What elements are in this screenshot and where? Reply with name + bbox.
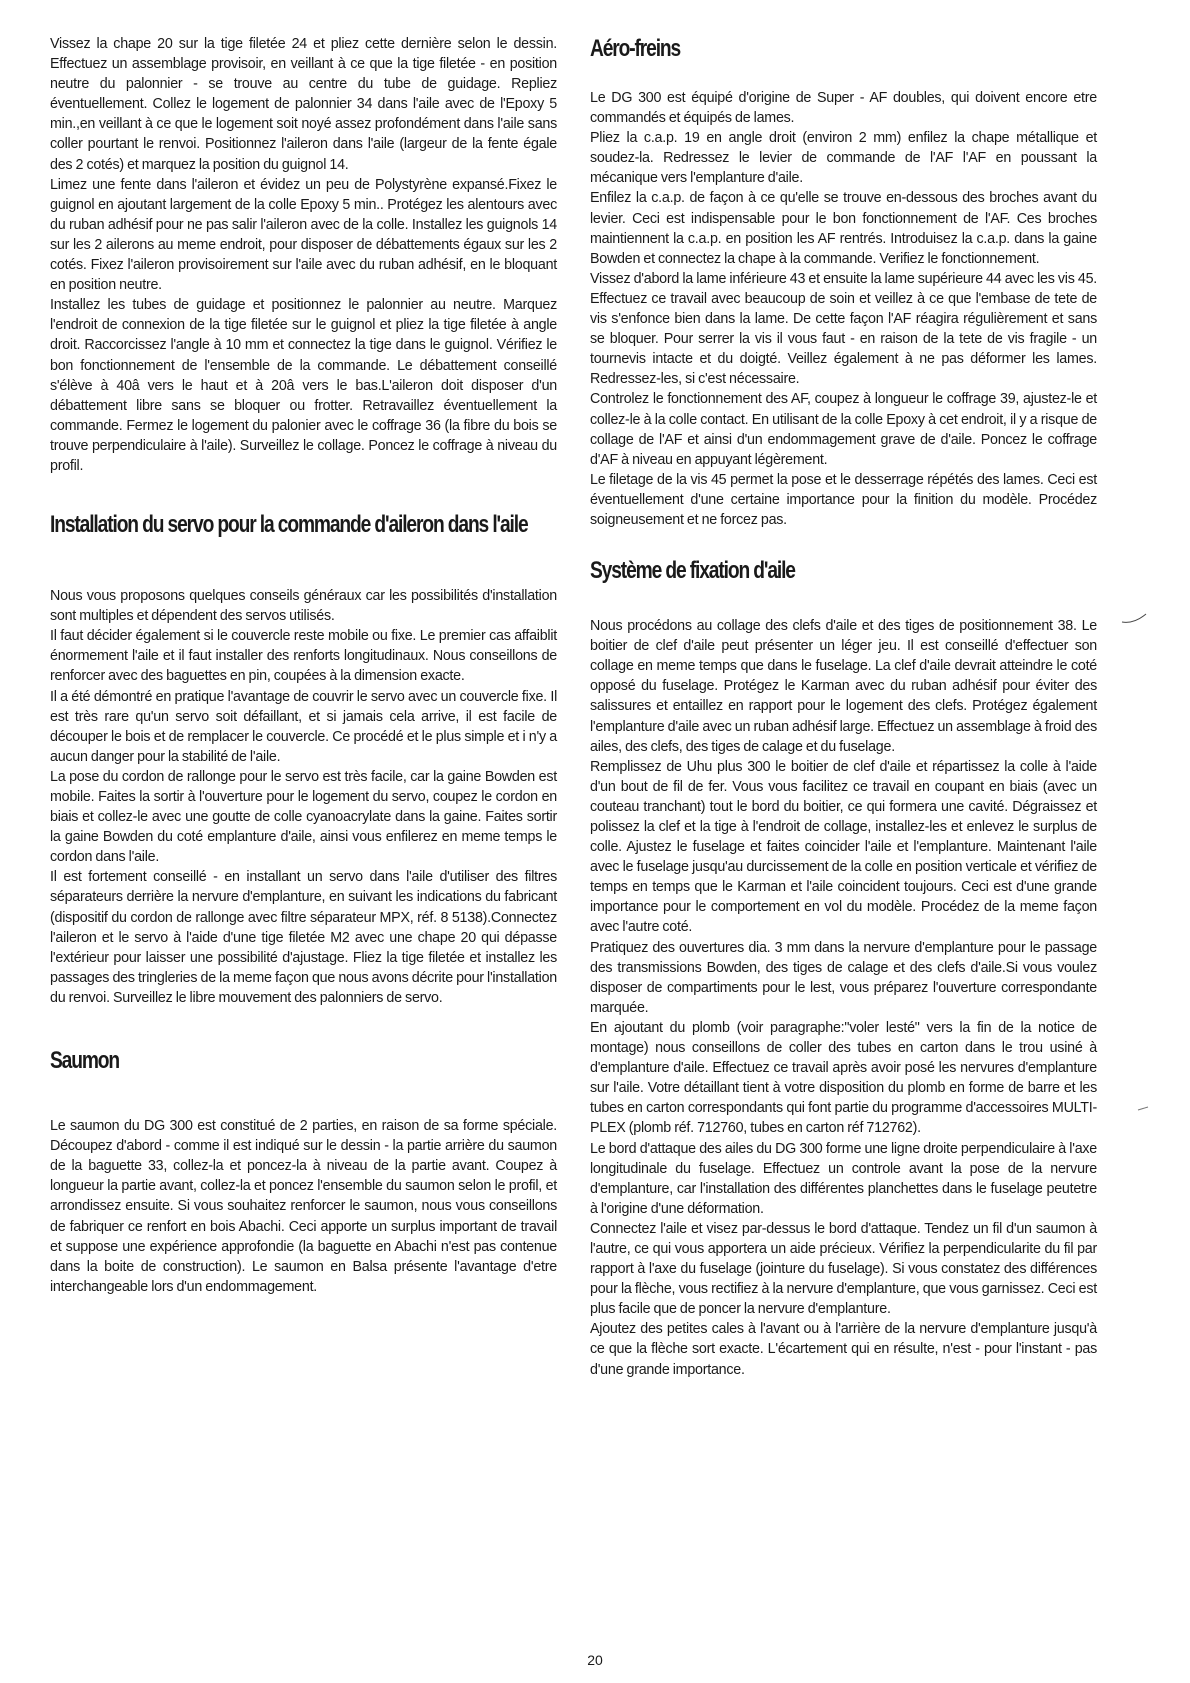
body-paragraph: Installez les tubes de guidage et positionnez le palonnier au neutre. Marquez l'endroit de connexion de la tige filetée sur le guignol et pliez la tige filetée à angle droit. Raccorcissez l'angle à 10 mm et connectez la tige dans le guignol. Vérifiez le bon fonctionnement de l'ensemble de la commande. Le débattement conseillé s'élève à 40â vers le haut et à 20â vers le bas.L'aileron doit disposer d'un débattement libre sans se bloquer ou frotter. Retravaillez éventuellement la commande. Fermez le logement du palonier avec le coffrage 36 (la fibre du bois se trouve perpendiculaire à l'aile). Surveillez le collage. Poncez le coffrage à niveau du profil. [50, 297, 557, 474]
saumon-section [50, 1046, 557, 1297]
section-heading: Aéro-freins [590, 35, 681, 62]
body-paragraph: Remplissez de Uhu plus 300 le boitier de clef d'aile et répartissez la colle à l'aide d'un bout de fil de fer. Vous vous facilitez ce travail en coupant en biais (avec un couteau tranchant) tout le bord du boitier, ce qui formera une cavité. Dégraissez et polissez la clef et la tige à l'endroit de collage, installez-les et enlevez le surplus de colle. Ajustez le fuselage et faites coincider l'aile et l'emplanture. Maintenant l'aile avec le fuselage jusqu'au durcissement de la colle en position verticale et vérifiez de temps en temps que le Karman et l'aile coincident toujours. Ceci est d'une grande importance pour le comportement en vol du modèle. Procédez de la meme façon avec l'autre coté. [590, 758, 1097, 936]
body-paragraph: La pose du cordon de rallonge pour le servo est très facile, car la gaine Bowden est mobile. Faites la sortir à l'ouverture pour le logement du servo, coupez le cordon en biais et collez-le avec une goutte de colle cyanoacrylate dans la gaine. Faites sortir la gaine Bowden du coté emplanture d'aile, ainsi vous enfilerez en meme temps le cordon dans l'aile. [50, 768, 557, 866]
body-paragraph: Ajoutez des petites cales à l'avant ou à l'arrière de la nervure d'emplanture jusqu'à ce que la flèche sort exacte. L'écartement qui en résulte, n'est - pour l'instant - pas d'une grande importance. [590, 1321, 1097, 1378]
section-heading: Système de fixation d'aile [590, 557, 795, 585]
scan-mark-decoration [1136, 1104, 1150, 1112]
body-paragraph: Le bord d'attaque des ailes du DG 300 forme une ligne droite perpendiculaire à l'axe longitudinale du fuselage. Effectuez un controle avant la pose de la nervure d'emplanture, car l'installation des différentes planchettes dans le fuselage peutetre à l'origine d'une déformation. [590, 1140, 1097, 1217]
body-paragraph: Pliez la c.a.p. 19 en angle droit (environ 2 mm) enfilez la chape métallique et soudez-la. Redressez le levier de commande de l'AF l'AF en poussant la mécanique vers l'emplanture d'aile. [590, 130, 1097, 187]
body-paragraph: Le DG 300 est équipé d'origine de Super - AF doubles, qui doivent encore etre commandés et équipés de lames. [590, 90, 1097, 127]
body-paragraph: Nous procédons au collage des clefs d'aile et des tiges de positionnement 38. Le boitier de clef d'aile peut présenter un léger jeu. Il est conseillé d'effectuer son collage en meme temps que dans le fuselage. La clef d'aile devrait atteindre le coté opposé du fuselage. Protégez le Karman avec du ruban adhésif pour éviter des salissures et entaillez en rapport pour le logement des clefs. Protégez également l'emplanture d'aile avec un ruban adhésif large. Effectuez un assemblage à froid des ailes, des clefs, des tiges de calage et du fuselage. [590, 618, 1097, 755]
body-paragraph: Il est fortement conseillé - en installant un servo dans l'aile d'utiliser des filtres séparateurs derrière la nervure d'emplanture, en suivant les indications du fabricant (dispositif du cordon de rallonge avec filtre séparateur MPX, réf. 8 5138).Connectez l'aileron et le servo à l'aide d'une tige filetée M2 avec une chape 20 qui dépasse l'extérieur pour laisser une possibilité d'ajustage. Fliez la tige filetée et installez les passages des tringleries de la meme façon que nous avons décrite pour l'installation du renvoi. Surveillez le libre mouvement des palonniers de servo. [50, 869, 557, 1006]
scan-mark-decoration [1120, 612, 1148, 626]
body-paragraph: Connectez l'aile et visez par-dessus le bord d'attaque. Tendez un fil d'un saumon à l'autre, ce qui vous apportera un aide précieux. Vérifiez la perpendicularite du fil par rapport à l'axe du fuselage (jointure du fuselage). Si vous constatez des différences pour la flèche, vous rectifiez à la nervure d'emplanture, que vous garnissez. Ceci est plus facile que de poncer la nervure d'emplanture. [590, 1220, 1097, 1318]
body-paragraph: En ajoutant du plomb (voir paragraphe:"voler lesté" vers la fin de la notice de montage) nous conseillons de coller des tubes en carton dans le trou usiné à d'emplanture d'aile. Effectuez ce travail après avoir posé les nervures d'emplanture sur l'aile. Votre détaillant tient à votre disposition du plomb en forme de barre et les tubes en carton correspondants qui font partie du programme d'accessoires MULTI-PLEX (plomb réf. 712760, tubes en carton réf 712762). [590, 1019, 1097, 1137]
page-number: 20 [587, 1652, 603, 1668]
body-paragraph: Le saumon du DG 300 est constitué de 2 parties, en raison de sa forme spéciale. Découpez d'abord - comme il est indiqué sur le dessin - la partie arrière du saumon de la baguette 33, collez-la et poncez-la à niveau de la partie avant. Coupez à longueur la partie avant, collez-la et poncez l'ensemble du saumon selon le profil, et arrondissez ensuite. Si vous souhaitez renforcer le saumon, nous vous conseillons de fabriquer ce renfort en bois Abachi. Ceci apporte un surplus important de travail et suppose une expérience approfondie (la baguette en Abachi n'est pas contenue dans la boite de construction). Le saumon en Balsa présente l'avantage d'etre interchangeable lors d'un endommagement. [50, 1118, 557, 1295]
body-paragraph: Nous vous proposons quelques conseils généraux car les possibilités d'installation sont multiples et dépendent des servos utilisés. [50, 588, 557, 625]
body-paragraph: Controlez le fonctionnement des AF, coupez à longueur le coffrage 39, ajustez-le et collez-le à la colle contact. En utilisant de la colle Epoxy à cet endroit, il y a risque de collage de l'AF et ainsi d'un endommagement grave de d'aile. Poncez le coffrage d'AF à niveau en appuyant légèrement. [590, 391, 1097, 468]
left-column [50, 34, 557, 1297]
body-paragraph: Il faut décider également si le couvercle reste mobile ou fixe. Le premier cas affaiblit énormement l'aile et il faut installer des renforts longitudinaux. Nous conseillons de renforcer avec des baguettes en pin, coupées à la dimension exacte. [50, 628, 557, 685]
body-paragraph: Enfilez la c.a.p. de façon à ce qu'elle se trouve en-dessous des broches avant du levier. Ceci est indispensable pour le bon fonctionnement de l'AF. Ces broches maintiennent la c.a.p. en position les AF rentrés. Introduisez la c.a.p. dans la gaine Bowden et connectez la chape à la commande. Verifiez le fonctionnement. [590, 190, 1097, 267]
body-paragraph: Vissez d'abord la lame inférieure 43 et ensuite la lame supérieure 44 avec les vis 45. Effectuez ce travail avec beaucoup de soin et veillez à ce que l'embase de tete de vis s'enfonce bien dans la lame. De cette façon l'AF réagira régulièrement et sans se bloquer. Pour serrer la vis il vous faut - en raison de la tete de vis fragile - un tournevis intacte et du doigté. Veillez également à ne pas déformer les lames. Redressez-les, si c'est nécessaire. [590, 270, 1097, 388]
aerofreins-section [590, 34, 1097, 530]
section-heading: Installation du servo pour la commande d'aileron dans l'aile [50, 511, 528, 539]
body-paragraph: Il a été démontré en pratique l'avantage de couvrir le servo avec un couvercle fixe. Il est très rare qu'un servo soit défaillant, et si jamais cela arrive, il est facile de découper le bois et de remplacer le couvercle. Ce procédé et le plus simple et i n'y a aucun danger pour la stabilité de l'aile. [50, 688, 557, 765]
servo-section [50, 510, 557, 1008]
body-paragraph: Limez une fente dans l'aileron et évidez un peu de Polystyrène expansé.Fixez le guignol en ajoutant largement de la colle Epoxy 5 min.. Protégez les alentours avec du ruban adhésif pour ne pas salir l'aileron avec de la colle. Installez les guignols 14 sur les 2 ailerons au meme endroit, pour disposer de débattements égaux sur les 2 cotés. Fixez l'aileron provisoirement sur l'aile avec du ruban adhésif, en le bloquant en position neutre. [50, 176, 557, 294]
section-heading: Saumon [50, 1047, 120, 1075]
right-column [590, 34, 1097, 1380]
body-paragraph: Pratiquez des ouvertures dia. 3 mm dans la nervure d'emplanture pour le passage des transmissions Bowden, des tiges de calage et des clefs d'aile.Si vous voulez disposer de compartiments pour le lest, vous préparez l'ouverture correspondante marquée. [590, 939, 1097, 1016]
body-paragraph: Le filetage de la vis 45 permet la pose et le desserrage répétés des lames. Ceci est éventuellement d'une certaine importance pour la finition du modèle. Procédez soigneusement et ne forcez pas. [590, 471, 1097, 528]
fixation-section [590, 556, 1097, 1380]
body-paragraph: Vissez la chape 20 sur la tige filetée 24 et pliez cette dernière selon le dessin. Effectuez un assemblage provisoir, en veillant à ce que la tige filetée - en position neutre du palonnier - se trouve au centre du tube de guidage. Repliez éventuellement. Collez le logement de palonnier 34 dans l'aile avec de l'Epoxy 5 min.,en veillant à ce que le logement soit noyé assez profondément dans l'aile sans coller pourtant le renvoi. Positionnez l'aileron dans l'aile (largeur de la fente égale des 2 cotés) et marquez la position du guignol 14. [50, 36, 557, 173]
